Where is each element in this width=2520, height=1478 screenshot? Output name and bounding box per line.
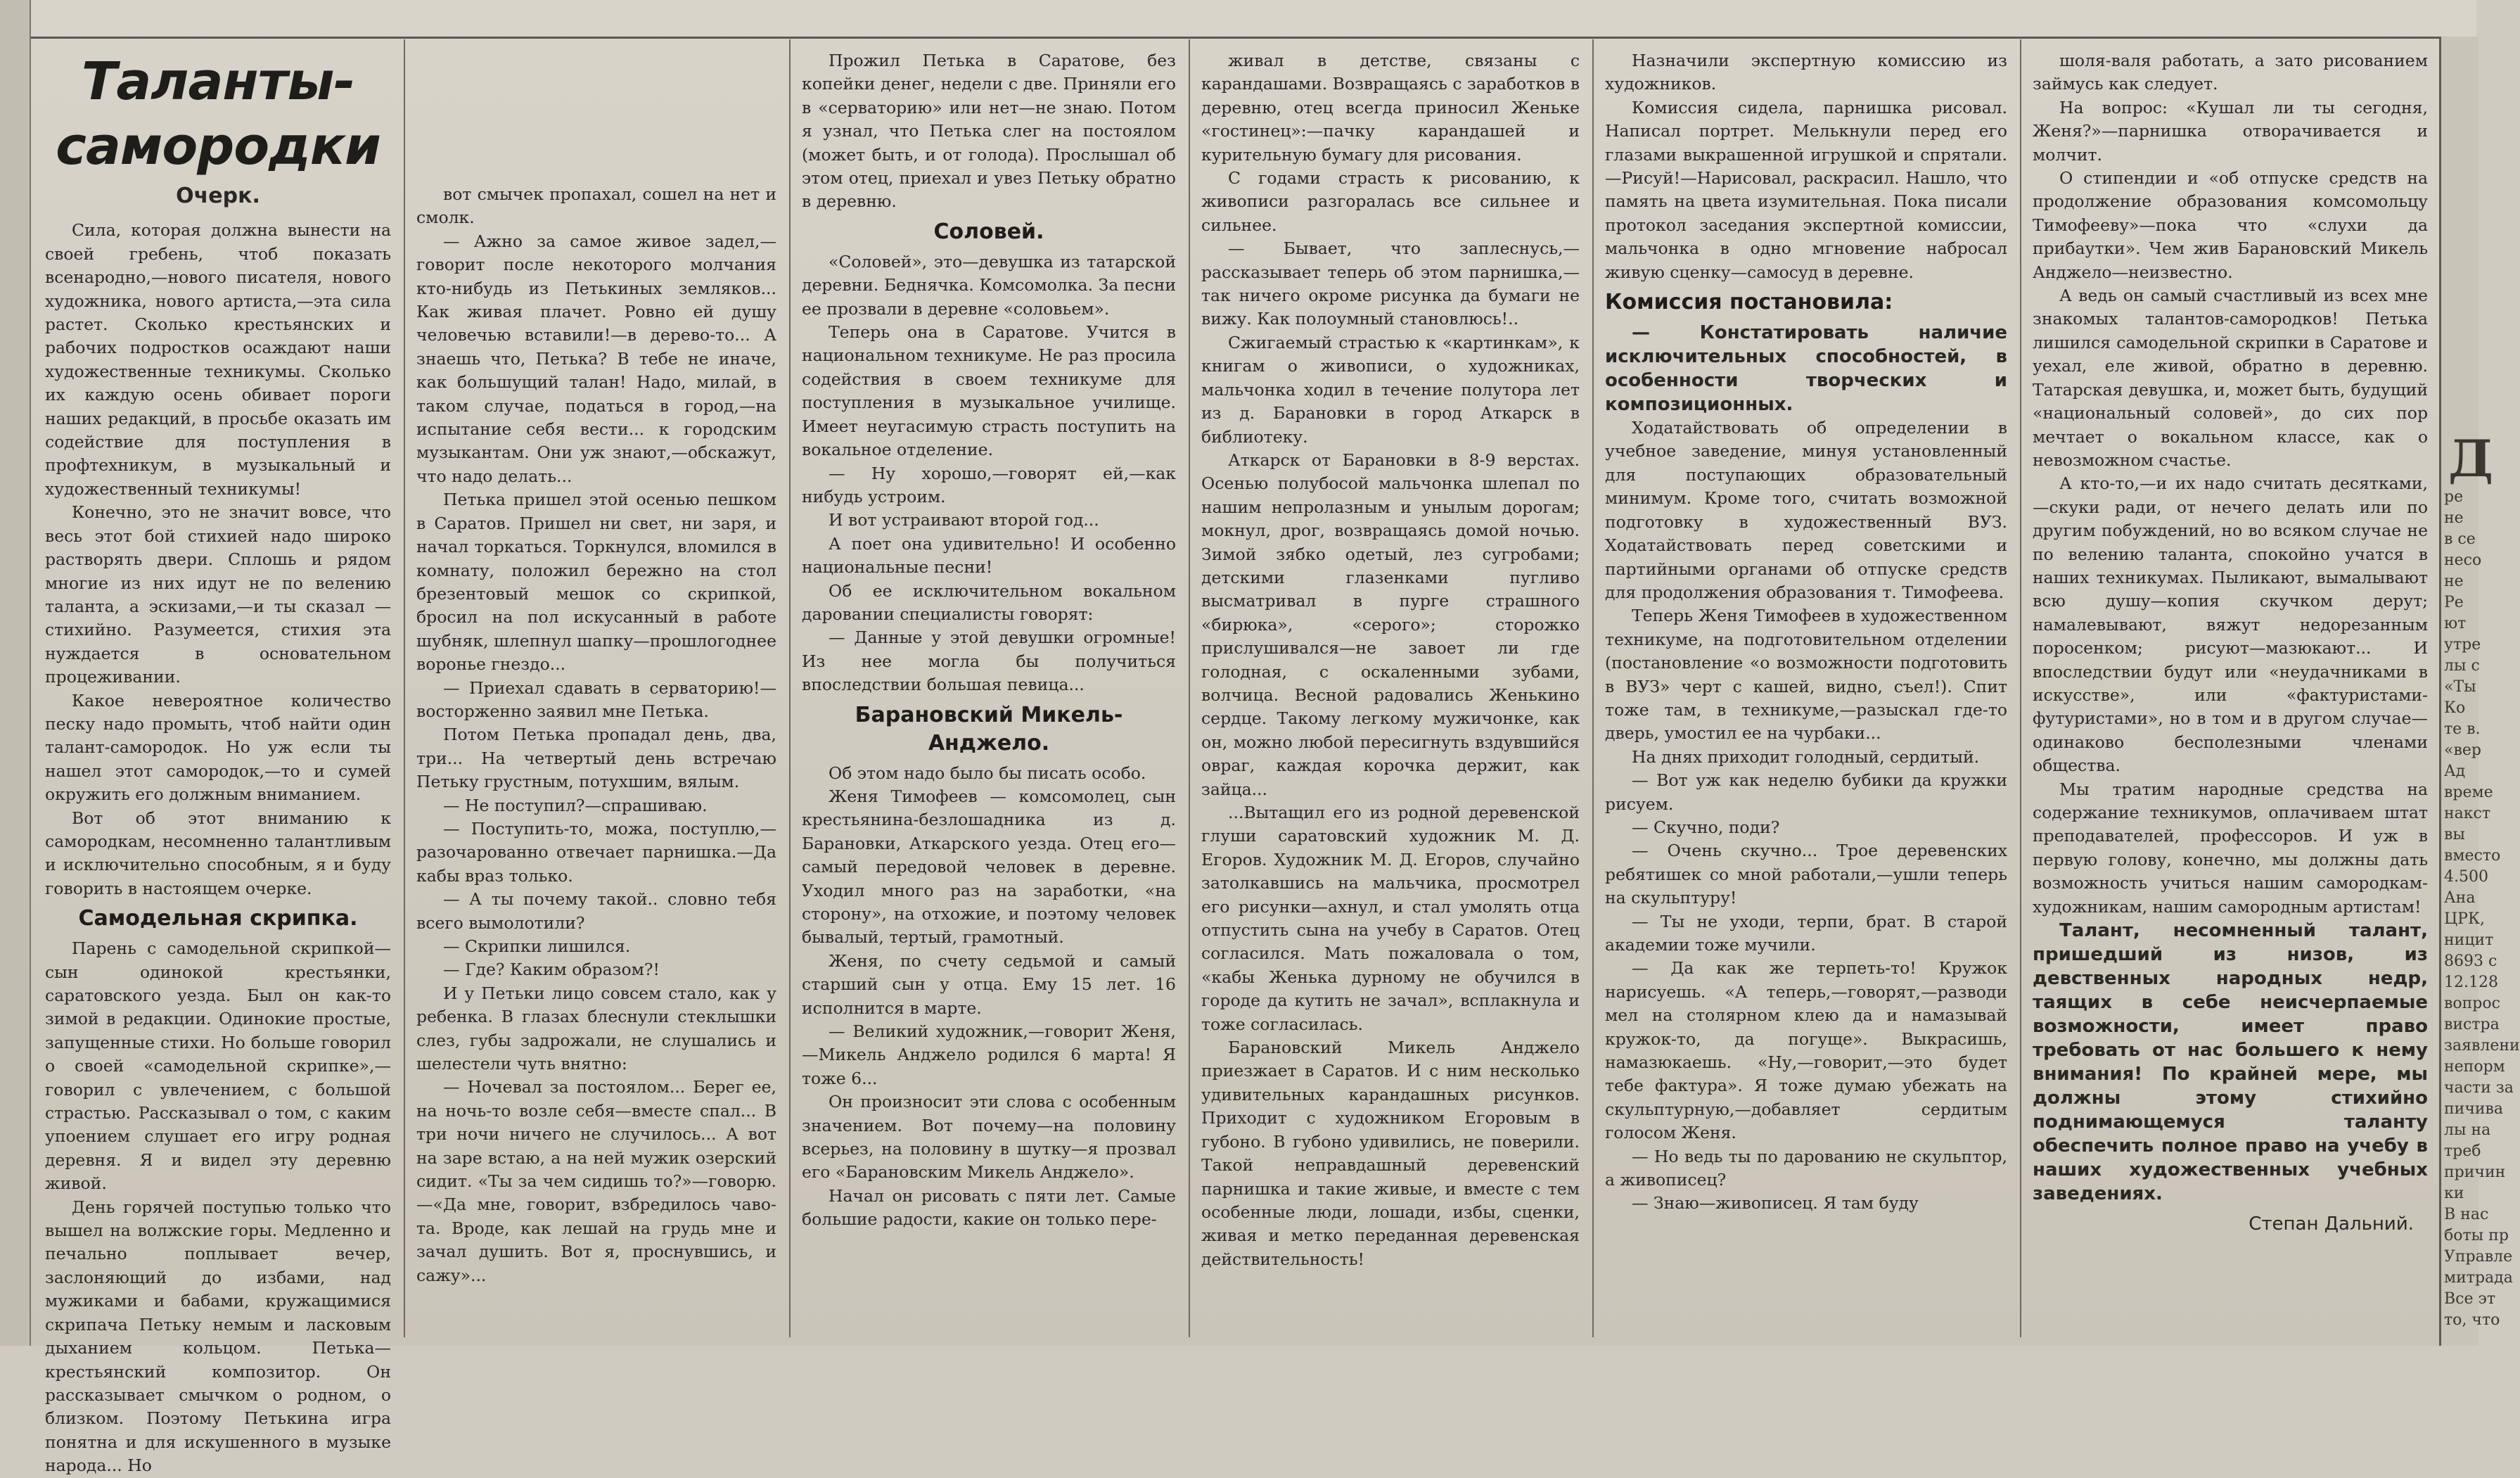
paragraph: — А ты почему такой.. словно тебя всего вымолотили?	[416, 889, 776, 933]
adjacent-fragment-line: «Ты	[2444, 678, 2476, 696]
paragraph: — Вот уж как неделю бубики да кружки рисуем.	[1605, 770, 2007, 814]
paragraph: Женя Тимофеев — комсомолец, сын крестьянина-безлошадника из д. Барановки, Аткарского уезда. Отец его—самый передовой человек в деревне. Уходил много раз на заработки, «на сторону», на отхожие, и поэтому человек бывалый, тертый, грамотный.	[802, 786, 1176, 948]
paragraph: На вопрос: «Кушал ли ты сегодня, Женя?»—парнишка отворачивается и молчит.	[2033, 97, 2428, 165]
paragraph: — Ну хорошо,—говорят ей,—как нибудь устроим.	[802, 463, 1176, 507]
paragraph: Петька пришел этой осенью пешком в Саратов. Пришел ни свет, ни заря, и начал торкаться. Торкнулся, вломился в комнату, положил бережно на стол брезентовый мешок со скрипкой, бросил на пол искусанный в работе шубняк, шлепнул шапку—прошлогоднее воронье гнездо...	[416, 490, 776, 675]
paragraph: — Бывает, что заплеснусь,—рассказывает теперь об этом парнишка,—так ничего окроме рисунка да бумаги не вижу. Как полоумный становлюсь!..	[1201, 238, 1580, 329]
paragraph: Какое невероятное количество песку надо промыть, чтоб найти один талант-самородок. Но уж если ты нашел этот самородок,—то и сумей окружить его должным вниманием.	[45, 690, 391, 805]
paragraph: Ходатайствовать об определении в учебное заведение, минуя установленный для поступающих образовательный минимум. Кроме того, считать возможной подготовку в художественный ВУЗ. Ходатайствовать перед советскими и партийными органами об отпуске средств для продолжения образования т. Тимофеева.	[1605, 418, 2007, 602]
adjacent-fragment-line: не	[2444, 573, 2464, 590]
paragraph: Начал он рисовать с пяти лет. Самые большие радости, какие он только пере-	[802, 1185, 1176, 1230]
adjacent-fragment-line: лы с	[2444, 657, 2480, 675]
adjacent-fragment-line: Ана	[2444, 889, 2476, 907]
paragraph: Потом Петька пропадал день, два, три... На четвертый день встречаю Петьку грустным, потухшим, вялым.	[416, 725, 776, 792]
paragraph: — Поступить-то, можа, поступлю,—разочарованно отвечает парнишка.—Да кабы враз только.	[416, 818, 776, 886]
author-signature: Степан Дальний.	[2249, 1213, 2414, 1235]
adjacent-fragment-line: вместо	[2444, 847, 2501, 865]
closing-bold-paragraph: Талант, несомненный талант, пришедший из низов, из девственных народных недр, таящих в себе неисчерпаемые возможности, имеет право требовать от нас большего к нему внимания! По крайней мере, мы должны этому стихийно поднимающемуся таланту обеспечить полное право на учебу в наших художественных учебных заведениях.	[2033, 920, 2428, 1205]
paragraph: Женя, по счету седьмой и самый старший сын у отца. Ему 15 лет. 16 исполнится в марте.	[802, 950, 1176, 1018]
paragraph: А ведь он самый счастливый из всех мне знакомых талантов-самородков! Петька лишился самодельной скрипки в Саратове и уехал, еле живой, обратно в деревню. Татарская девушка, и, может быть, будущий «национальный соловей», до сих пор мечтает о вокальном классе, как о невозможном счастье.	[2033, 286, 2428, 470]
adjacent-fragment-line: 12.128	[2444, 974, 2498, 991]
paragraph: А кто-то,—и их надо считать десятками,—скуки ради, от нечего делать или по другим побуждений, но во всяком случае не по велению таланта, спокойно учатся в наших техникумах. Пыликают, вымалывают всю душу—копия скучком дерут; намалевывают, вяжут недорезанным поросенком; рисуют—мазюкают... И впоследствии будут или «неудачниками в искусстве», или «фактуристами-футуристами», но в том и в другом случае—одинаково бесполезными членами общества.	[2033, 473, 2428, 776]
adjacent-fragment-line: боты пр	[2444, 1227, 2509, 1244]
column-rule	[789, 39, 791, 1337]
article-title: Таланты-самородки	[56, 51, 380, 177]
column-rule	[1592, 39, 1594, 1337]
section-heading-commission: Комиссия постановила:	[1605, 290, 1893, 315]
adjacent-column-fragment	[2439, 37, 2520, 1346]
paragraph: — Да как же терпеть-то! Кружок нарисуешь. «А теперь,—говорят,—разводи мел на столярном клею да и намазывай кружок-то, да погуще». Выкрасишь, намазюкаешь. «Ну,—говорит,—это будет тебе фактура». Я тоже думаю убежать на скульптурную,—добавляет сердитым голосом Женя.	[1605, 958, 2007, 1143]
left-page-edge	[0, 0, 31, 1346]
adjacent-fragment-line: В нас	[2444, 1206, 2489, 1223]
adjacent-fragment-line: 8693 с	[2444, 953, 2497, 970]
paragraph: — Скрипки лишился.	[443, 936, 631, 956]
paragraph: Теперь она в Саратове. Учится в национальном техникуме. Не раз просила содействия в своем техникуме для поступления в музыкальное училище. Имеет неугасимую страсть поступить на вокальное отделение.	[802, 322, 1176, 460]
adjacent-headline-letter: Д	[2448, 428, 2494, 488]
column-rule	[1189, 39, 1190, 1337]
paragraph: — Ночевал за постоялом... Берег ее, на ночь-то возле себя—вместе спал... В три ночи ничего не случилось... А вот на заре встаю, а на ней мужик озерский сидит. «Ты за чем сидишь то?»—говорю.—«Да мне, говорит, взбредилось чаво-та. Вроде, как лешай на грудь мне и зачал душить. Вот я, проснувшись, и сажу»...	[416, 1077, 776, 1285]
section-heading-baranovsky: Барановский Микель-Анджело.	[855, 702, 1123, 756]
paragraph: живал в детстве, связаны с карандашами. Возвращаясь с заработков в деревню, отец всегда приносил Женьке «гостинец»:—пачку карандашей и курительную бумагу для рисования.	[1201, 51, 1580, 165]
article-subtitle: Очерк.	[176, 184, 260, 208]
paragraph: Конечно, это не значит вовсе, что весь этот бой стихией надо широко растворять двери. Сплошь и рядом многие из них идут не по велению таланта, а эскизами,—и ты сказал — стихийно. Разумеется, стихия эта нуждается в основательном процеживании.	[45, 502, 391, 687]
top-masthead-strip	[28, 0, 2448, 39]
paragraph: Комиссия сидела, парнишка рисовал. Написал портрет. Мелькнули перед его глазами выкрашенной игрушкой и спрятали.—Рисуй!—Нарисовал, раскрасил. Нашло, что память на цвета изумительная. Пока писали протокол заседания экспертной комиссии, мальчонка в одно мгновение набросал живую сценку—самосуд в деревне.	[1605, 97, 2007, 282]
adjacent-fragment-line: накст	[2444, 805, 2491, 822]
article-column-6	[2023, 49, 2438, 1344]
paragraph: — Знаю—живописец. Я там буду	[1632, 1193, 1919, 1213]
adjacent-fragment-line: утре	[2444, 636, 2481, 654]
adjacent-fragment-line: лы на	[2444, 1121, 2491, 1139]
paragraph: Назначили экспертную комиссию из художников.	[1605, 51, 2007, 94]
adjacent-fragment-line: Ко	[2444, 699, 2466, 717]
paragraph: вот смычек пропахал, сошел на нет и смолк.	[416, 184, 776, 228]
article-column-3	[792, 49, 1186, 1344]
adjacent-fragment-line: то, что	[2444, 1311, 2500, 1329]
paragraph: Мы тратим народные средства на содержание техникумов, оплачиваем штат преподавателей, профессоров. И уж в первую голову, конечно, мы должны дать возможность учиться нашим самородкам-художникам, нашим самородным артистам!	[2033, 779, 2428, 917]
paragraph: С годами страсть к рисованию, к живописи разгоралась все сильнее и сильнее.	[1201, 168, 1580, 235]
adjacent-fragment-line: треб	[2444, 1142, 2481, 1160]
adjacent-fragment-line: време	[2444, 784, 2493, 801]
article-column-5	[1595, 49, 2017, 1344]
adjacent-fragment-line: Все эт	[2444, 1290, 2495, 1308]
adjacent-fragment-line: Ад	[2444, 763, 2466, 780]
adjacent-fragment-line: вопрос	[2444, 995, 2500, 1012]
adjacent-fragment-line: 4.500	[2444, 868, 2488, 886]
section-heading-violin: Самодельная скрипка.	[78, 906, 358, 931]
adjacent-fragment-line: пичива	[2444, 1100, 2504, 1118]
article-column-1	[35, 39, 401, 1476]
adjacent-fragment-line: ницит	[2444, 931, 2494, 949]
paragraph: Барановский Микель Анджело приезжает в Саратов. И с ним несколько удивительных карандашных рисунков. Приходит с художником Егоровым в губоно. В губоно удивились, не поверили. Такой неправдашный деревенский парнишка и такие живые, и вместе с тем особенные люди, лошади, избы, сценки, живая и метко переданная деревенская действительность!	[1201, 1038, 1580, 1269]
paragraph: — Ажно за самое живое задел,—говорит после некоторого молчания кто-нибудь из Петькиных земляков... Как живая плачет. Ровно ей душу человечью вставили!—в дерево-то... А знаешь что, Петька? В тебе не иначе, как большущий талан! Надо, милай, в таком случае, податься в город,—на испытание себя вести... к городским музыкантам. Они уж знают,—обскажут, что надо делать...	[416, 231, 776, 486]
adjacent-fragment-line: непорм	[2444, 1058, 2505, 1076]
paragraph: «Соловей», это—девушка из татарской деревни. Беднячка. Комсомолка. За песни ее прозвали в деревне «соловьем».	[802, 251, 1176, 319]
paragraph: — Данные у этой девушки огромные! Из нее могла бы получиться впоследствии большая певица...	[802, 627, 1176, 695]
adjacent-fragment-line: Управле	[2444, 1248, 2513, 1266]
article-column-2	[407, 183, 786, 1477]
column-rule	[404, 39, 405, 1337]
bold-paragraph: — Констатировать наличие исключительных способностей, в особенности творческих и композиционных.	[1605, 322, 2007, 416]
adjacent-fragment-line: причин	[2444, 1164, 2506, 1181]
section-heading-nightingale: Соловей.	[933, 219, 1044, 244]
article-column-4	[1191, 49, 1590, 1344]
paragraph: ...Вытащил его из родной деревенской глуши саратовский художник М. Д. Егоров. Художник М. Д. Егоров, случайно затолкавшись на мальчика, просмотрел его рисунки—ахнул, и стал умолять отца отпустить сына на учебу в Саратов. Отец согласился. Мать пожаловала о том, «кабы Женька дурному не обучился в городе да кутить не зачал», всплакнула и тоже согласилась.	[1201, 803, 1580, 1034]
paragraph: Сжигаемый страстью к «картинкам», к книгам о живописи, о художниках, мальчонка ходил в течение полутора лет из д. Барановки в город Аткарск в библиотеку.	[1201, 332, 1580, 447]
paragraph: — Ты не уходи, терпи, брат. В старой академии тоже мучили.	[1605, 911, 2007, 955]
adjacent-fragment-line: не	[2444, 509, 2464, 527]
paragraph: — Не поступил?—спрашиваю.	[443, 795, 708, 815]
column-rule	[2020, 39, 2021, 1337]
adjacent-fragment-line: заявлени	[2444, 1037, 2520, 1055]
paragraph: Аткарск от Барановки в 8-9 верстах. Осенью полубосой мальчонка шлепал по нашим непролазным и унылым дорогам; мокнул, дрог, возвращаясь домой ночью. Зимой зябко одетый, лез сугробами; детскими глазенками пугливо высматривал в пурге страшного «бирюка», «серого»; сторожко прислушивался—не завоет ли где голодная, с оскаленными зубами, волчица. Весной радовались Женькино сердце. Такому легкому мужичонке, как он, можно любой пересигнуть вздувшийся овраг, каждая корочка держит, как зайца...	[1201, 450, 1580, 799]
adjacent-fragment-line: ки	[2444, 1185, 2464, 1202]
paragraph: — Приехал сдавать в серваторию!—восторженно заявил мне Петька.	[416, 677, 776, 721]
paragraph: — Великий художник,—говорит Женя,—Микель Анджело родился 6 марта! Я тоже 6...	[802, 1021, 1176, 1088]
adjacent-fragment-line: несо	[2444, 552, 2482, 569]
paragraph: День горячей поступью только что вышел на волжские горы. Медленно и печально поплывает вечер, заслоняющий до избами, над мужиками и бабами, кружащимися скрипача Петьку немым и ласковым дыханием кольцом. Петька—крестьянский композитор. Он рассказывает смычком о родном, о близком. Поэтому Петькина игра понятна и для искушенного в музыке народа... Но	[45, 1197, 391, 1476]
paragraph: Сила, которая должна вынести на своей гребень, чтоб показать всенародно,—нового писателя, нового художника, нового артиста,—эта сила растет. Сколько крестьянских и рабочих подростков осаждают наши художественные техникумы. Сколько их каждую осень обивает пороги наших редакций, в просьбе оказать им содействие для поступления в профтехникум, в музыкальный и художественный техникумы!	[45, 220, 391, 499]
paragraph: О стипендии и «об отпуске средств на продолжение образования комсомольцу Тимофееву»—пока что «слухи да прибаутки». Чем жив Барановский Микель Анджело—неизвестно.	[2033, 168, 2428, 282]
adjacent-fragment-line: те в.	[2444, 720, 2481, 738]
paragraph: Об этом надо было бы писать особо.	[829, 763, 1146, 783]
paragraph: шоля-валя работать, а зато рисованием займусь как следует.	[2033, 51, 2428, 94]
paragraph: Он произносит эти слова с особенным значением. Вот почему—на половину всерьез, на половину в шутку—я прозвал его «Барановским Микель Анджело».	[802, 1092, 1176, 1183]
paragraph: И у Петьки лицо совсем стало, как у ребенка. В глазах блеснули стеклышки слез, губы задрожали, не слушались и шелестели чуть внятно:	[416, 983, 776, 1074]
paragraph: И вот устраивают второй год...	[829, 510, 1099, 530]
paragraph: Теперь Женя Тимофеев в художественном техникуме, на подготовительном отделении (постановление «о возможности подготовить в ВУЗ» черт с кашей, видно, съел!). Спит тоже там, в техникуме,—разыскал где-то дверь, умостил ее на чурбаки...	[1605, 606, 2007, 744]
adjacent-fragment-line: части за	[2444, 1079, 2514, 1097]
adjacent-fragment-line: в се	[2444, 530, 2476, 548]
adjacent-fragment-line: ре	[2444, 488, 2464, 506]
paragraph: — Но ведь ты по дарованию не скульптор, а живописец?	[1605, 1146, 2007, 1190]
paragraph: Парень с самодельной скрипкой—сын одинокой крестьянки, саратовского уезда. Был он как-то зимой в редакции. Одинокие простые, запущенные стихи. Но больше говорил о своей «самодельной скрипке»,—говорил с увлечением, с большой страстью. Рассказывал о том, с каким упоением слушает его игру родная деревня. Я и видел эту деревню живой.	[45, 938, 391, 1194]
adjacent-fragment-line: «вер	[2444, 741, 2481, 759]
adjacent-fragment-line: ЦРК,	[2444, 910, 2486, 928]
paragraph: А поет она удивительно! И особенно национальные песни!	[802, 533, 1176, 578]
paragraph: Вот об этот вниманию к самородкам, несомненно талантливым и исключительно способным, я и буду говорить в настоящем очерке.	[45, 808, 391, 898]
paragraph: Прожил Петька в Саратове, без копейки денег, недели с две. Приняли его в «серваторию» или нет—не знаю. Потом я узнал, что Петька слег на постоялом (может быть, и от голода). Прослышал об этом отец, приехал и увез Петьку обратно в деревню.	[802, 51, 1176, 212]
paragraph: — Очень скучно... Трое деревенских ребятишек со мной работали,—ушли теперь на скульптуру!	[1605, 841, 2007, 908]
adjacent-fragment-line: митрада	[2444, 1269, 2513, 1287]
adjacent-fragment-line: ют	[2444, 615, 2467, 632]
paragraph: — Где? Каким образом?!	[443, 960, 660, 980]
adjacent-fragment-line: вистра	[2444, 1016, 2500, 1033]
paragraph: На днях приходит голодный, сердитый.	[1632, 746, 1980, 767]
paragraph: Об ее исключительном вокальном даровании специалисты говорят:	[802, 580, 1176, 624]
adjacent-fragment-list	[2441, 487, 2520, 1331]
adjacent-fragment-line: Ре	[2444, 594, 2464, 611]
paragraph: — Скучно, поди?	[1632, 817, 1780, 837]
adjacent-fragment-line: вы	[2444, 826, 2465, 843]
